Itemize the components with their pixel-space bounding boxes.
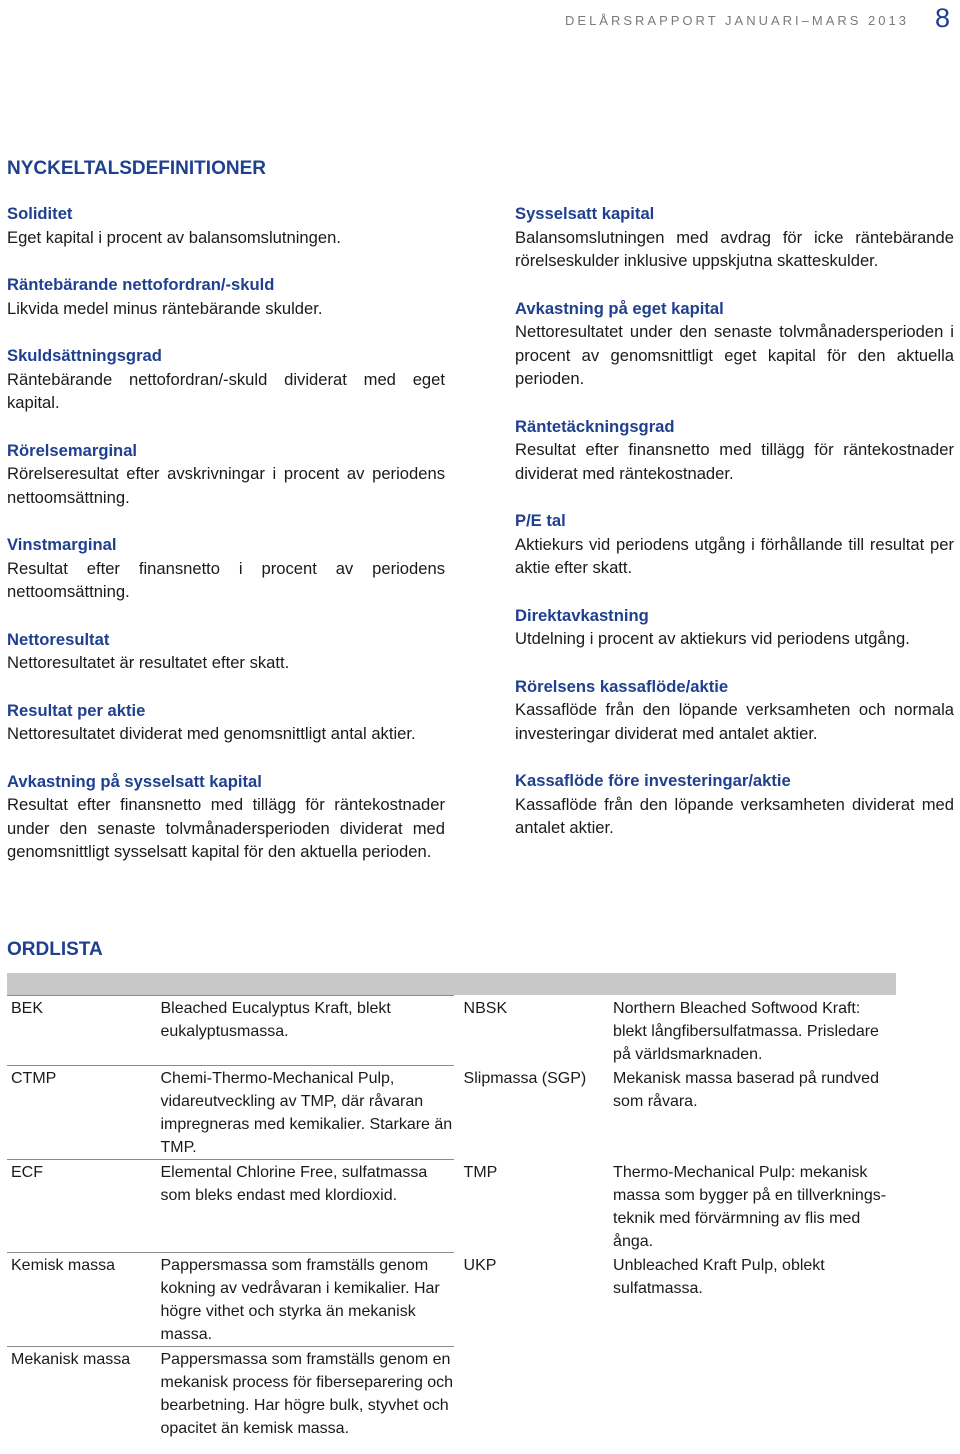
glossary-definition: Mekanisk massa baserad på rundved som råvara. (613, 1069, 879, 1110)
glossary-definition: Thermo-Mechanical Pulp: mekanisk massa som bygger på en tillverknings-teknik med förvärmning av flis med ånga. (613, 1163, 887, 1250)
glossary-term: NBSK (463, 999, 508, 1017)
glossary-term: Slipmassa (SGP) (463, 1069, 587, 1087)
definition-term: Direktavkastning (515, 605, 649, 625)
glossary-definition: Chemi-Thermo-Mechanical Pulp, vidareutveckling av TMP, där råvaran impregneras med kemikalier. Starkare än TMP. (157, 1066, 454, 1160)
definition-text: Aktiekurs vid periodens utgång i förhållande till resultat per aktie efter skatt. (515, 534, 954, 577)
glossary-heading: ORDLISTA (7, 939, 103, 960)
definition-text: Nettoresultatet är resultatet efter skatt. (7, 653, 290, 672)
definition-text: Kassaflöde från den löpande verksamheten och normala investeringar dividerat med antalet aktier. (515, 700, 954, 743)
definition-item (515, 675, 954, 746)
definition-text: Resultat efter finansnetto med tillägg för räntekostnader under den senaste tolvmånadersperioden dividerat med genomsnittligt sysselsatt kapital för den aktuella perioden. (7, 795, 445, 861)
glossary-definition: Northern Bleached Softwood Kraft: blekt långfibersulfatmassa. Prisledare på världsmarknaden. (613, 999, 879, 1063)
definition-term: Skuldsättningsgrad (7, 346, 162, 365)
definitions-left-column (7, 202, 445, 888)
definition-text: Eget kapital i procent av balansomslutningen. (7, 227, 341, 247)
definition-term: Räntebärande nettofordran/-skuld (7, 275, 275, 294)
table-row (7, 1347, 896, 1441)
table-row (7, 1253, 896, 1347)
glossary-definition: Pappersmassa som framställs genom kokning av vedråvaran i kemikalier. Har högre vithet och styrka än mekanisk massa. (157, 1253, 454, 1347)
definition-term: Avkastning på sysselsatt kapital (7, 771, 262, 791)
definition-term: Räntetäckningsgrad (515, 416, 675, 436)
glossary-table (7, 995, 896, 1440)
report-title: DELÅRSRAPPORT JANUARI–MARS 2013 (565, 12, 909, 28)
definition-item (7, 202, 445, 249)
definition-text: Nettoresultatet dividerat med genomsnittligt antal aktier. (7, 724, 416, 743)
definition-term: Kassaflöde före investeringar/aktie (515, 771, 791, 790)
glossary-header-bar (7, 973, 896, 995)
definition-term: Vinstmarginal (7, 535, 117, 554)
definition-item (7, 273, 445, 320)
definition-item (515, 509, 954, 580)
glossary-term: CTMP (7, 1066, 157, 1160)
definition-item (7, 533, 445, 604)
definition-item (7, 344, 445, 415)
glossary-term: BEK (7, 996, 157, 1066)
definition-item (515, 297, 954, 391)
definition-text: Nettoresultatet under den senaste tolvmånadersperioden i procent av genomsnittligt eget kapital för den aktuella perioden. (515, 322, 954, 388)
definition-item (7, 439, 445, 510)
definition-term: Rörelsens kassaflöde/aktie (515, 676, 729, 696)
table-row (7, 1160, 896, 1253)
definition-text: Balansomslutningen med avdrag för icke räntebärande rörelseskulder inklusive uppskjutna skatteskulder. (515, 227, 954, 270)
glossary-term (460, 1347, 610, 1441)
glossary-term: Kemisk massa (7, 1253, 157, 1347)
definition-item (7, 628, 445, 675)
definition-text: Rörelseresultat efter avskrivningar i procent av periodens nettoomsättning. (7, 464, 445, 507)
definition-term: Sysselsatt kapital (515, 204, 655, 223)
table-row (7, 1066, 896, 1160)
definition-item (515, 604, 954, 651)
glossary-definition: Bleached Eucalyptus Kraft, blekt eukalyptusmassa. (157, 996, 454, 1066)
page-number: 8 (934, 2, 950, 33)
definition-term: Soliditet (7, 204, 73, 223)
running-header (0, 0, 960, 40)
definition-text: Likvida medel minus räntebärande skulder. (7, 298, 323, 318)
glossary-term: Mekanisk massa (7, 1347, 157, 1441)
glossary-definition (609, 1347, 896, 1441)
glossary-definition: Unbleached Kraft Pulp, oblekt sulfatmassa. (613, 1256, 825, 1297)
definition-item (515, 415, 954, 486)
table-row (7, 996, 896, 1066)
glossary-definition: Elemental Chlorine Free, sulfatmassa som bleks endast med klordioxid. (157, 1160, 454, 1253)
definition-item (7, 770, 445, 864)
definition-text: Resultat efter finansnetto med tillägg för räntekostnader dividerat med räntekostnader. (515, 440, 954, 483)
definitions-right-column (515, 202, 954, 864)
definition-text: Utdelning i procent av aktiekurs vid periodens utgång. (515, 629, 910, 648)
glossary-term: TMP (463, 1163, 498, 1181)
definition-text: Räntebärande nettofordran/-skuld dividerat med eget kapital. (7, 369, 445, 412)
definition-term: Nettoresultat (7, 629, 110, 649)
glossary-definition: Pappersmassa som framställs genom en mekanisk process för fiberseparering och bearbetning. Har högre bulk, styvhet och opacitet än kemisk massa. (157, 1347, 454, 1441)
definition-term: Rörelsemarginal (7, 440, 138, 460)
definition-text: Kassaflöde från den löpande verksamheten dividerat med antalet aktier. (515, 794, 954, 837)
definition-term: Avkastning på eget kapital (515, 298, 724, 318)
definitions-heading: NYCKELTALSDEFINITIONER (7, 158, 266, 179)
definition-term: Resultat per aktie (7, 700, 146, 720)
definition-item (7, 699, 445, 746)
definition-term: P/E tal (515, 511, 566, 530)
definition-text: Resultat efter finansnetto i procent av periodens nettoomsättning. (7, 558, 445, 601)
glossary-term: UKP (463, 1256, 497, 1274)
definition-item (515, 202, 954, 273)
glossary-term: ECF (7, 1160, 157, 1253)
definition-item (515, 769, 954, 840)
